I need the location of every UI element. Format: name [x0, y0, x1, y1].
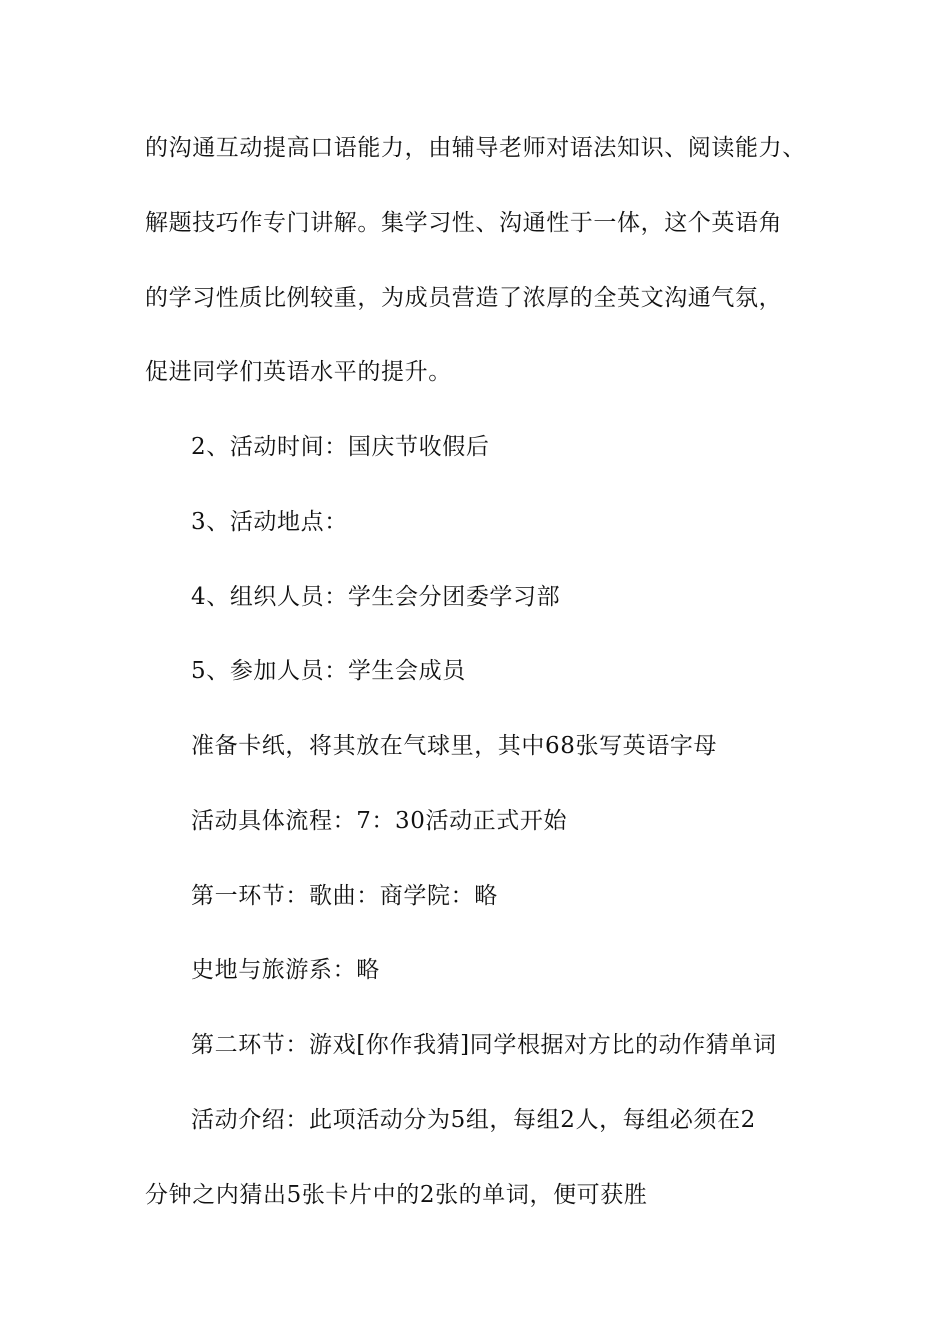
activity-intro-line: 活动介绍：此项活动分为5组，每组2人，每组必须在2: [191, 1107, 756, 1133]
participants-item: 5、参加人员：学生会成员: [191, 658, 466, 684]
section-one-line: 第一环节：歌曲：商学院：略: [191, 883, 498, 909]
preparation-line: 准备卡纸，将其放在气球里，其中68张写英语字母: [191, 733, 718, 759]
section-two-line: 第二环节：游戏[你作我猜]同学根据对方比的动作猜单词: [191, 1032, 777, 1058]
section-one-detail-line: 史地与旅游系：略: [191, 957, 380, 983]
activity-location-item: 3、活动地点：: [191, 509, 348, 535]
organizer-item: 4、组织人员：学生会分团委学习部: [191, 584, 561, 610]
activity-intro-continuation-line: 分钟之内猜出5张卡片中的2张的单词，便可获胜: [145, 1182, 648, 1208]
paragraph-line: 的学习性质比例较重，为成员营造了浓厚的全英文沟通气氛，: [145, 285, 783, 311]
paragraph-line: 解题技巧作专门讲解。集学习性、沟通性于一体，这个英语角: [145, 210, 783, 236]
activity-time-item: 2、活动时间：国庆节收假后: [191, 434, 490, 460]
paragraph-line: 的沟通互动提高口语能力，由辅导老师对语法知识、阅读能力、: [145, 135, 806, 161]
schedule-line: 活动具体流程：7：30活动正式开始: [191, 808, 568, 834]
paragraph-line: 促进同学们英语水平的提升。: [145, 359, 452, 385]
